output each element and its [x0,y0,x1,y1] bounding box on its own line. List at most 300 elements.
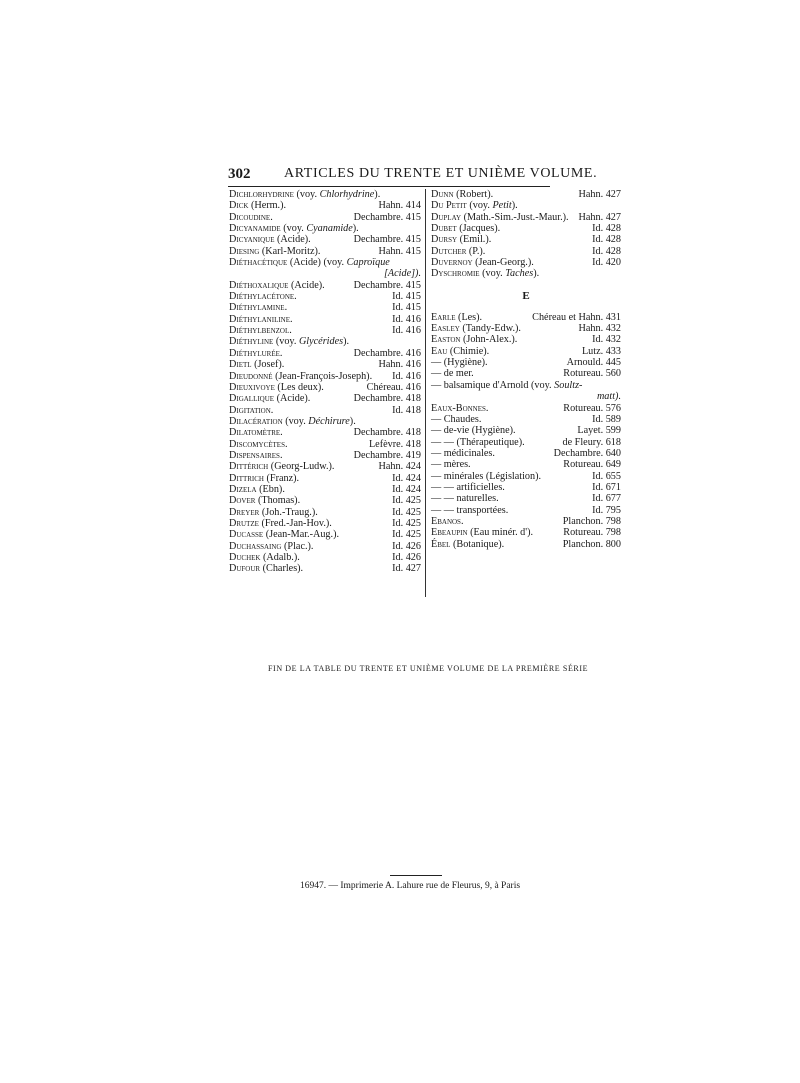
entry-text: . [289,325,292,337]
entry-text [229,302,287,313]
entry-text: — balsamique d'Arnold (voy. [431,379,555,391]
entry-head: Duvernoy [431,257,473,269]
entry-text: (Fred.-Jan-Hov.). [258,517,332,529]
index-entry [431,212,621,223]
index-entry [229,302,421,313]
index-entry [229,325,421,336]
entry-head: Dicyanique [229,234,275,246]
entry-text [431,357,488,368]
entry-author-page: [Acide]). [383,268,421,280]
index-entry [229,495,421,506]
entry-text [229,359,284,370]
entry-text: . [284,302,288,314]
entry-text [431,323,521,334]
printer-imprint: 16947. — Imprimerie A. Lahure rue de Fleurus, 9, à Paris [300,881,521,891]
entry-author-page: Id. 432 [592,334,621,346]
index-entry [229,439,421,450]
entry-author-page: Id. 428 [592,234,621,246]
index-entry [431,380,621,391]
entry-head: Dizela [229,483,257,495]
index-entry [431,189,621,200]
entry-text: (Jean-Georg.). [472,257,534,269]
entry-author-page: Id. 426 [392,540,421,552]
entry-author-page: Hahn. 427 [578,189,621,200]
index-entry [229,336,421,347]
entry-head: Dufour [229,563,261,575]
entry-author-page: Hahn. 424 [378,461,421,473]
entry-head: Dietl [229,359,252,371]
entry-author-page: Id. 416 [392,370,421,382]
index-entry [229,223,421,234]
entry-emph: Soultz- [554,379,583,391]
index-entry [431,527,621,538]
index-entry [431,268,621,279]
entry-text: — mères. [431,459,471,471]
section-letter: E [522,289,530,302]
index-entry [229,529,421,540]
entry-text: (Math.-Sim.-Just.-Maur.). [461,211,569,223]
entry-author-page: Id. 416 [392,325,421,337]
entry-head: Diesing [229,245,260,257]
entry-head: Ducasse [229,529,264,541]
entry-emph: Caproïque [346,257,390,269]
entry-text [229,280,325,291]
entry-text: (Charles). [260,563,304,575]
imprint-rule [390,875,442,876]
entry-emph: Cyanamide [306,223,353,235]
entry-head: Easton [431,334,461,346]
index-entry [229,450,421,461]
entry-text: . [280,427,283,439]
entry-text: . [294,291,297,303]
index-entry [431,323,621,334]
entry-text [229,450,282,461]
entry-emph: Chlorhydrine [319,189,375,200]
entry-author-page: Id. 415 [392,302,421,314]
entry-text [229,427,283,438]
index-entry [431,437,621,448]
entry-text: (voy. [273,336,299,348]
entry-text: . [290,313,293,325]
page-header [228,164,598,186]
entry-text: (Acide) (voy. [287,257,347,269]
entry-text [431,223,500,234]
entry-text: — Chaudes. [431,413,482,425]
entry-author-page: Id. 420 [592,257,621,269]
index-entry [229,359,421,370]
entry-emph: Déchirure [308,415,350,427]
entry-head: Drutze [229,517,259,529]
entry-author-page: Id. 589 [592,413,621,425]
entry-text: (John-Alex.). [460,334,518,346]
entry-text: (P.). [466,245,486,257]
entry-text: — de mer. [431,368,474,380]
entry-text [229,234,311,245]
entry-tail: ). [511,200,518,212]
index-entry [229,484,421,495]
entry-text: (Tandy-Edw.). [459,323,521,335]
index-entry [431,234,621,245]
entry-text: (voy. [293,189,320,200]
entry-author-page: Dechambre. 640 [553,447,621,459]
index-entry [229,280,421,291]
entry-text: (voy. [282,415,309,427]
entry-text [431,268,539,279]
index-column-left [229,189,421,575]
entry-text: (Adalb.). [260,552,300,563]
entry-text [229,371,372,382]
entry-text: (Jacques). [456,223,501,235]
index-entry [229,461,421,472]
index-entry [229,212,421,223]
entry-text [431,312,482,323]
index-column-right [431,189,621,550]
entry-text: (Les). [455,311,483,323]
index-entry [431,448,621,459]
entry-text [431,212,569,223]
entry-author-page: Rotureau. 649 [563,459,621,471]
entry-emph: Glycérides [298,336,344,348]
entry-text [229,189,380,200]
entry-head: Diéthylbenzol [229,325,290,337]
entry-text: . [284,438,288,450]
entry-head: Dicoudine [229,211,271,223]
entry-author-page: Id. 416 [392,313,421,325]
entry-text [431,403,488,414]
entry-emph: Taches [505,268,534,280]
index-entry [431,391,621,402]
entry-text [431,505,508,516]
entry-text: (Georg-Ludw.). [268,461,335,473]
entry-head: Dunn [431,189,454,200]
entry-text: (Ebn). [256,483,285,495]
index-entry [229,507,421,518]
entry-author-page: Dechambre. 418 [353,393,421,405]
entry-author-page: matt). [596,391,621,403]
entry-author-page: Id. 415 [392,291,421,303]
entry-head: Dursy [431,234,458,246]
entry-text: — — naturelles. [431,493,499,505]
entry-text [229,348,282,359]
entry-author-page: Arnould. 445 [566,357,621,369]
entry-author-page: Lefèvre. 418 [368,438,421,450]
entry-head: Dieudonné [229,370,273,382]
entry-head: Dubet [431,223,457,235]
entry-text [431,425,516,436]
index-entry [229,257,421,268]
index-entry [229,405,421,416]
index-entry [229,234,421,245]
entry-author-page: Hahn. 416 [378,359,421,371]
entry-author-page: Dechambre. 419 [353,449,421,461]
index-entry [229,314,421,325]
entry-author-page: Id. 425 [392,495,421,507]
index-entry [229,200,421,211]
index-entry [431,223,621,234]
entry-author-page: Planchon. 798 [562,515,621,527]
entry-text [431,234,491,245]
entry-text: — — (Thérapeutique). [431,436,525,448]
index-entry [431,346,621,357]
entry-author-page: Id. 425 [392,506,421,518]
entry-text [431,482,505,493]
entry-head: Diéthylurée [229,347,280,359]
entry-author-page: Id. 428 [592,223,621,235]
entry-text: (Jean-François-Joseph). [272,370,373,382]
entry-text: . [460,515,464,527]
entry-head: Dyschromie [431,268,480,280]
entry-head: Dilatomètre [229,427,281,439]
entry-text [229,200,286,211]
entry-text [431,257,534,268]
index-entry [229,473,421,484]
entry-tail: ). [343,336,350,348]
entry-text [229,382,324,393]
entry-text [229,461,334,472]
entry-text [229,507,318,518]
entry-text: (Jean-Mar.-Aug.). [263,529,340,541]
entry-text: (Josef). [251,359,285,371]
index-entry [431,505,621,516]
entry-text: (Joh.-Traug.). [259,506,318,518]
index-entry [431,539,621,550]
entry-head: Dreyer [229,506,260,518]
index-entry [431,246,621,257]
index-entry [431,425,621,436]
index-entry [229,518,421,529]
entry-text [229,393,310,404]
entry-head: Duplay [431,211,462,223]
entry-text: (voy. [479,268,506,280]
entry-author-page: Dechambre. 418 [353,427,421,439]
entry-author-page: Dechambre. 415 [353,211,421,223]
entry-text [431,527,533,538]
entry-tail: ). [349,415,356,427]
entry-author-page: Id. 427 [392,563,421,575]
entry-head: Earle [431,311,456,323]
entry-head: Eau [431,345,448,357]
entry-head: Diéthacétique [229,257,288,269]
entry-text [229,212,273,223]
entry-head: Easley [431,323,460,335]
entry-text [431,368,474,379]
entry-text [431,246,485,257]
entry-text: (Karl-Moritz). [259,245,321,257]
index-entry [431,403,621,414]
entry-text: . [270,404,274,416]
entry-text [431,414,481,425]
entry-head: Dittérich [229,461,269,473]
entry-head: Dichlorhydrine [229,189,294,200]
index-entry [229,291,421,302]
entry-text [229,484,285,495]
entry-text [431,200,518,211]
entry-head: Diéthyline [229,336,274,348]
entry-text [431,334,517,345]
entry-author-page: Id. 426 [392,552,421,563]
entry-text: . [279,449,283,461]
entry-text [229,473,299,484]
entry-tail: ). [352,223,359,235]
entry-text: (Acide). [274,234,311,246]
index-entry [229,416,421,427]
index-entry [431,471,621,482]
entry-text [431,380,582,391]
index-entry [431,516,621,527]
entry-text: (Plac.). [281,540,314,552]
entry-text: (Franz). [263,472,300,484]
entry-text: (Herm.). [248,200,287,212]
entry-head: Ébel [431,538,451,550]
entry-author-page: Chéreau et Hahn. 431 [532,311,621,323]
entry-author-page: Id. 424 [392,472,421,484]
closing-note: FIN DE LA TABLE DU TRENTE ET UNIÈME VOLUME DE LA PREMIÈRE SÉRIE [268,664,589,673]
entry-text [229,314,293,325]
entry-text: — — artificielles. [431,481,505,493]
entry-author-page: Lutz. 433 [581,345,621,357]
entry-text: (voy. [466,200,493,212]
index-entry [229,246,421,257]
entry-head: Ebanos [431,515,461,527]
entry-author-page: Rotureau. 576 [563,402,621,414]
header-rule [228,186,550,187]
index-entry [229,393,421,404]
index-entry [431,493,621,504]
entry-author-page: Hahn. 414 [378,200,421,212]
entry-text: (Acide). [274,393,311,405]
entry-text [229,552,300,563]
entry-author-page: Dechambre. 415 [353,234,421,246]
entry-tail: ). [533,268,540,280]
entry-text [229,529,339,540]
index-entry [431,482,621,493]
entry-head: Eaux-Bonnes [431,402,486,414]
index-entry [431,200,621,211]
entry-text [229,405,273,416]
entry-head: Dittrich [229,472,264,484]
entry-author-page: Id. 428 [592,245,621,257]
entry-head: Diéthylamine [229,302,285,314]
entry-author-page: Id. 671 [592,481,621,493]
index-entry [431,257,621,268]
entry-text: — médicinales. [431,447,495,459]
entry-text [431,471,541,482]
entry-author-page: Dechambre. 415 [353,279,421,291]
entry-text: . [270,211,273,223]
entry-head: Dispensaires [229,449,280,461]
entry-emph: Petit [492,200,512,212]
entry-head: Digallique [229,393,275,405]
entry-text [229,246,320,257]
entry-author-page: Chéreau. 416 [366,381,421,393]
entry-text: (voy. [280,223,307,235]
entry-tail: ). [374,189,381,200]
entry-head: Duchek [229,552,261,563]
entry-text: — minérales (Législation). [431,470,542,482]
entry-text: (Chimie). [447,345,490,357]
entry-text [431,437,525,448]
entry-text: — — transportées. [431,504,509,516]
column-divider [425,189,426,597]
entry-text [431,189,493,200]
entry-text [229,495,300,506]
entry-author-page: Id. 655 [592,470,621,482]
entry-head: Dilacération [229,415,283,427]
entry-text [229,416,356,427]
entry-text [229,541,313,552]
index-entries-d-continued [431,189,621,280]
entry-text: (Eau minér. d'). [467,527,534,539]
entry-text [229,223,359,234]
entry-author-page: Dechambre. 416 [353,347,421,359]
index-entry [229,541,421,552]
entry-author-page: Id. 425 [392,529,421,541]
index-entry [229,348,421,359]
entry-text: — de-vie (Hygiène). [431,425,516,437]
entry-text [229,291,297,302]
entry-text [229,439,288,450]
entry-text: . [485,402,489,414]
entry-text [229,563,303,574]
entry-head: Diéthoxalique [229,279,289,291]
entry-text [431,539,504,550]
entry-text: — (Hygiène). [431,357,488,369]
entry-head: Duchassaing [229,540,282,552]
index-entry [229,382,421,393]
entry-text [431,493,499,504]
index-entry [229,563,421,574]
entry-text: (Les deux). [274,381,324,393]
entry-text: . [279,347,283,359]
index-entry [229,268,421,279]
entry-head: Digitation [229,404,271,416]
entry-head: Dover [229,495,256,507]
entry-head: Dutcher [431,245,467,257]
entry-head: Ebeaupin [431,527,468,539]
index-entries-e [431,312,621,550]
entry-author-page: Hahn. 415 [378,245,421,257]
index-entry [431,357,621,368]
entry-text: (Botanique). [450,538,505,550]
entry-author-page: Id. 677 [592,493,621,505]
index-entry [431,334,621,345]
entry-head: Dieuxivoye [229,381,275,393]
entry-text [431,346,489,357]
entry-author-page: de Fleury. 618 [562,436,621,448]
running-title: ARTICLES DU TRENTE ET UNIÈME VOLUME. [284,166,598,181]
entry-author-page: Id. 418 [392,404,421,416]
entry-head: Diéthylacétone [229,291,295,303]
entry-author-page: Rotureau. 798 [563,527,621,539]
entry-author-page: Id. 424 [392,483,421,495]
entry-text: (Robert). [453,189,494,200]
entry-text [229,257,390,268]
index-entry [431,312,621,323]
entry-head: Diéthylaniline [229,313,291,325]
index-entry [229,552,421,563]
entry-text [229,336,349,347]
entry-author-page: Id. 795 [592,504,621,516]
entry-author-page: Planchon. 800 [562,538,621,550]
entry-text [229,325,292,336]
index-entry [431,368,621,379]
entry-author-page: Hahn. 432 [578,323,621,335]
entry-head: Dicyanamide [229,223,281,235]
index-entry [229,427,421,438]
index-entry [229,371,421,382]
entry-author-page: Layet. 599 [577,425,621,437]
entry-text [431,459,471,470]
